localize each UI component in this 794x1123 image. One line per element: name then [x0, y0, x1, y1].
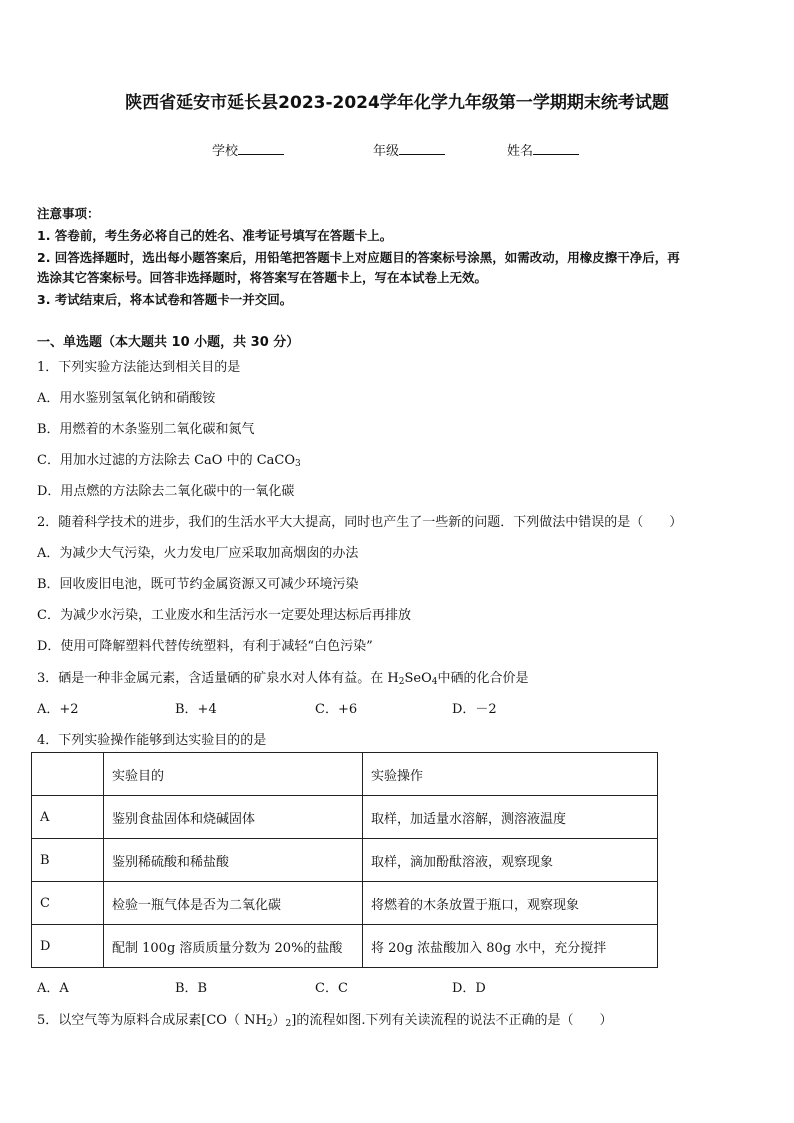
- table-cell: A: [32, 796, 104, 839]
- notice-heading: 注意事项：: [37, 206, 100, 221]
- q3-option-b: B．+4: [175, 702, 217, 717]
- table-row: [32, 796, 658, 839]
- name-blank: [533, 142, 579, 155]
- table-row: [32, 882, 658, 925]
- q2-stem: 2．随着科学技术的进步，我们的生活水平大大提高，同时也产生了一些新的问题．下列做法中错误的是（ ）: [37, 515, 683, 530]
- table-row: [32, 925, 658, 968]
- grade-label: 年级: [373, 144, 400, 159]
- q4-table: [31, 752, 658, 968]
- table-cell: B: [32, 839, 104, 882]
- grade-field: [373, 140, 445, 159]
- grade-blank: [399, 142, 445, 155]
- q2-option-a: A．为减少大气污染，火力发电厂应采取加高烟囱的办法: [37, 546, 359, 561]
- notice-item: 3. 考试结束后，将本试卷和答题卡一并交回。: [37, 292, 293, 307]
- table-cell: 取样，加适量水溶解，测溶液温度: [363, 796, 658, 839]
- name-field: [507, 140, 579, 159]
- school-field: [212, 140, 284, 159]
- q4-option-d: D．D: [452, 981, 486, 996]
- page-title: 陕西省延安市延长县2023-2024学年化学九年级第一学期期末统考试题: [125, 93, 669, 113]
- table-header-cell: 实验操作: [363, 753, 658, 796]
- school-label: 学校: [212, 144, 239, 159]
- table-cell: 将 20g 浓盐酸加入 80g 水中，充分搅拌: [363, 925, 658, 968]
- table-cell: D: [32, 925, 104, 968]
- q3-stem: 3．硒是一种非金属元素，含适量硒的矿泉水对人体有益。在 $H_2SeO_4$中硒的化合价是: [37, 671, 529, 687]
- q1-stem: 1．下列实验方法能达到相关目的是: [37, 360, 241, 375]
- q1-option-b: B．用燃着的木条鉴别二氧化碳和氮气: [37, 422, 255, 437]
- q2-option-b: B．回收废旧电池，既可节约金属资源又可减少环境污染: [37, 577, 359, 592]
- table-cell: C: [32, 882, 104, 925]
- table-cell: 鉴别稀硫酸和稀盐酸: [104, 839, 363, 882]
- q1-option-c: C．用加水过滤的方法除去 CaO 中的 CaCO$_3$: [37, 453, 301, 469]
- table-cell: 将燃着的木条放置于瓶口，观察现象: [363, 882, 658, 925]
- table-cell: 鉴别食盐固体和烧碱固体: [104, 796, 363, 839]
- q4-option-a: A．A: [37, 981, 69, 996]
- table-header-cell: 实验目的: [104, 753, 363, 796]
- section-heading: 一、单选题（本大题共 10 小题，共 30 分）: [37, 335, 300, 350]
- q4-stem: 4．下列实验操作能够到达实验目的的是: [37, 733, 267, 748]
- q3-option-d: D．－2: [452, 702, 497, 717]
- name-label: 姓名: [507, 144, 534, 159]
- q2-option-c: C．为减少水污染，工业废水和生活污水一定要处理达标后再排放: [37, 608, 411, 623]
- q2-option-d: D．使用可降解塑料代替传统塑料，有利于减轻“白色污染”: [37, 639, 373, 654]
- table-row: [32, 839, 658, 882]
- table-cell: 取样，滴加酚酞溶液，观察现象: [363, 839, 658, 882]
- table-cell: 配制 100g 溶质质量分数为 20%的盐酸: [104, 925, 363, 968]
- school-blank: [238, 142, 284, 155]
- notice-item: 2. 回答选择题时，选出每小题答案后，用铅笔把答题卡上对应题目的答案标号涂黑，如需改动，用橡皮擦干净后，再: [37, 250, 680, 265]
- table-cell: 检验一瓶气体是否为二氧化碳: [104, 882, 363, 925]
- notice-item: 1. 答卷前，考生务必将自己的姓名、准考证号填写在答题卡上。: [37, 228, 393, 243]
- q3-option-a: A．+2: [37, 702, 79, 717]
- table-cell: [32, 753, 104, 796]
- q3-option-c: C．+6: [315, 702, 358, 717]
- q1-option-a: A．用水鉴别氢氧化钠和硝酸铵: [37, 391, 216, 406]
- q5-stem: 5．以空气等为原料合成尿素[CO（ $NH_2)_2$]的流程如图.下列有关读流程的说法不正确的是（ ）: [37, 1013, 613, 1029]
- q4-option-b: B．B: [175, 981, 208, 996]
- q1-option-d: D．用点燃的方法除去二氧化碳中的一氧化碳: [37, 484, 295, 499]
- table-header-row: [32, 753, 658, 796]
- q4-option-c: C．C: [315, 981, 348, 996]
- notice-item: 选涂其它答案标号。回答非选择题时，将答案写在答题卡上，写在本试卷上无效。: [37, 270, 488, 285]
